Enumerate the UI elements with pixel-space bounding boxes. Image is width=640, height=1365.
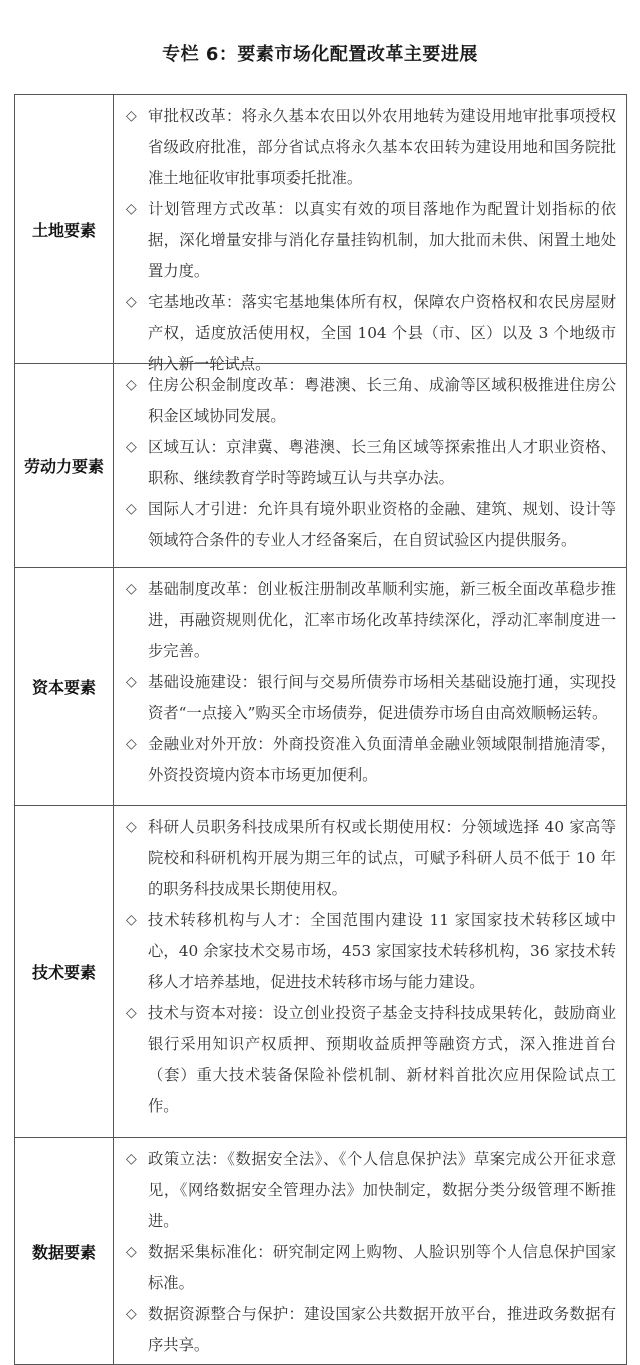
item-list — [114, 1138, 626, 1364]
hollow-arrow-bullet-icon: ◇ — [126, 1244, 137, 1260]
item-text: 数据采集标准化：研究制定网上购物、人脸识别等个人信息保护国家标准。 — [148, 1243, 616, 1292]
list-item — [126, 432, 616, 494]
category-label: 劳动力要素 — [15, 364, 114, 567]
list-item — [126, 905, 616, 998]
item-text: 区域互认：京津冀、粤港澳、长三角区域等探索推出人才职业资格、职称、继续教育学时等跨域互认与共享办法。 — [148, 438, 616, 487]
table-row-data — [15, 1138, 626, 1364]
item-list — [114, 568, 626, 805]
item-text: 计划管理方式改革：以真实有效的项目落地作为配置计划指标的依据，深化增量安排与消化存量挂钩机制，加大批而未供、闲置土地处置力度。 — [148, 200, 616, 280]
list-item — [126, 101, 616, 194]
table-row-land — [15, 95, 626, 373]
hollow-arrow-bullet-icon: ◇ — [126, 1151, 137, 1167]
item-text: 科研人员职务科技成果所有权或长期使用权：分领域选择 40 家高等院校和科研机构开展为期三年的试点，可赋予科研人员不低于 10 年的职务科技成果长期使用权。 — [148, 818, 616, 898]
item-text: 宅基地改革：落实宅基地集体所有权，保障农户资格权和农民房屋财产权，适度放活使用权，全国 104 个县（市、区）以及 3 个地级市纳入新一轮试点。 — [148, 293, 616, 373]
list-item — [126, 494, 616, 556]
list-item — [126, 1299, 616, 1361]
table-row-capital — [15, 568, 626, 806]
table-row-labor — [15, 364, 626, 568]
page-title: 专栏 6：要素市场化配置改革主要进展 — [162, 44, 478, 65]
list-item — [126, 1144, 616, 1237]
item-list — [114, 364, 626, 567]
item-list — [114, 806, 626, 1137]
item-text: 住房公积金制度改革：粤港澳、长三角、成渝等区域积极推进住房公积金区域协同发展。 — [148, 376, 616, 425]
category-label: 技术要素 — [15, 806, 114, 1137]
hollow-arrow-bullet-icon: ◇ — [126, 439, 137, 455]
item-list — [114, 95, 626, 373]
hollow-arrow-bullet-icon: ◇ — [126, 377, 137, 393]
hollow-arrow-bullet-icon: ◇ — [126, 1306, 137, 1322]
item-text: 金融业对外开放：外商投资准入负面清单金融业领域限制措施清零，外资投资境内资本市场更加便利。 — [148, 735, 616, 784]
item-text: 技术转移机构与人才：全国范围内建设 11 家国家技术转移区域中心，40 余家技术交易市场，453 家国家技术转移机构，36 家技术转移人才培养基地，促进技术转移市场与能力建设。 — [148, 911, 616, 991]
item-text: 国际人才引进：允许具有境外职业资格的金融、建筑、规划、设计等领域符合条件的专业人才经备案后，在自贸试验区内提供服务。 — [148, 500, 616, 549]
hollow-arrow-bullet-icon: ◇ — [126, 912, 137, 928]
list-item — [126, 370, 616, 432]
hollow-arrow-bullet-icon: ◇ — [126, 501, 137, 517]
item-text: 审批权改革：将永久基本农田以外农用地转为建设用地审批事项授权省级政府批准，部分省试点将永久基本农田转为建设用地和国务院批准土地征收审批事项委托批准。 — [148, 107, 616, 187]
list-item — [126, 194, 616, 287]
list-item — [126, 1237, 616, 1299]
hollow-arrow-bullet-icon: ◇ — [126, 294, 137, 310]
item-text: 基础设施建设：银行间与交易所债券市场相关基础设施打通，实现投资者“一点接入”购买全市场债券，促进债券市场自由高效顺畅运转。 — [148, 673, 616, 722]
item-text: 技术与资本对接：设立创业投资子基金支持科技成果转化，鼓励商业银行采用知识产权质押、预期收益质押等融资方式，深入推进首台（套）重大技术装备保险补偿机制、新材料首批次应用保险试点工作。 — [148, 1004, 616, 1115]
list-item — [126, 574, 616, 667]
item-text: 数据资源整合与保护：建设国家公共数据开放平台，推进政务数据有序共享。 — [148, 1305, 616, 1354]
hollow-arrow-bullet-icon: ◇ — [126, 108, 137, 124]
hollow-arrow-bullet-icon: ◇ — [126, 581, 137, 597]
hollow-arrow-bullet-icon: ◇ — [126, 736, 137, 752]
hollow-arrow-bullet-icon: ◇ — [126, 819, 137, 835]
item-text: 基础制度改革：创业板注册制改革顺利实施，新三板全面改革稳步推进，再融资规则优化，汇率市场化改革持续深化，浮动汇率制度进一步完善。 — [148, 580, 616, 660]
category-label: 资本要素 — [15, 568, 114, 805]
hollow-arrow-bullet-icon: ◇ — [126, 201, 137, 217]
category-label: 土地要素 — [15, 95, 114, 363]
list-item — [126, 729, 616, 791]
item-text: 政策立法：《数据安全法》、《个人信息保护法》草案完成公开征求意见，《网络数据安全管理办法》加快制定，数据分类分级管理不断推进。 — [148, 1150, 616, 1230]
hollow-arrow-bullet-icon: ◇ — [126, 674, 137, 690]
hollow-arrow-bullet-icon: ◇ — [126, 1005, 137, 1021]
category-label: 数据要素 — [15, 1138, 114, 1364]
list-item — [126, 667, 616, 729]
list-item — [126, 998, 616, 1122]
table-row-technology — [15, 806, 626, 1138]
reform-progress-table — [14, 94, 627, 1365]
list-item — [126, 812, 616, 905]
